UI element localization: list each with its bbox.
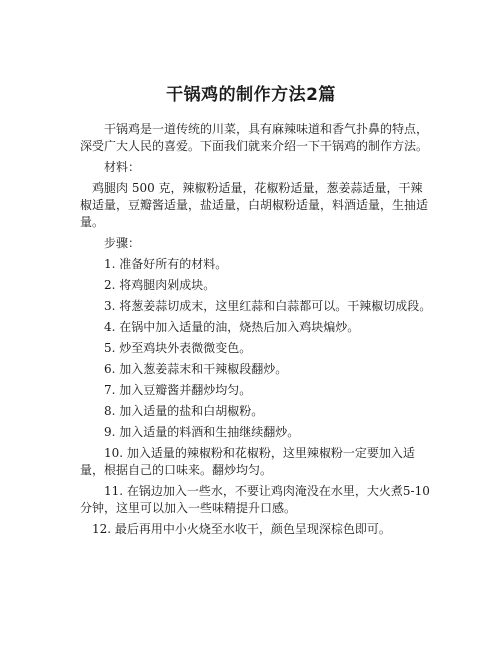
document-title: 干锅鸡的制作方法2篇 [166, 85, 336, 105]
step-item: 1. 准备好所有的材料。 [104, 257, 228, 271]
step-item: 11. 在锅边加入一些水，不要让鸡肉淹没在水里，大火煮5-10分钟，这里可以加入一些味精提升口感。 [80, 484, 430, 515]
step-item: 10. 加入适量的辣椒粉和花椒粉，这里辣椒粉一定要加入适量，根据自己的口味来。翻炒均匀。 [80, 446, 415, 477]
step-item: 7. 加入豆瓣酱并翻炒均匀。 [104, 383, 252, 397]
step-item: 3. 将葱姜蒜切成末，这里红蒜和白蒜都可以。干辣椒切成段。 [104, 299, 432, 313]
steps-heading: 步骤： [104, 236, 141, 250]
step-item: 6. 加入葱姜蒜末和干辣椒段翻炒。 [104, 362, 288, 376]
step-item: 8. 加入适量的盐和白胡椒粉。 [104, 404, 264, 418]
step-item: 12. 最后再用中小火烧至水收干，颜色呈现深棕色即可。 [92, 522, 391, 536]
materials-paragraph: 鸡腿肉 500 克，辣椒粉适量，花椒粉适量，葱姜蒜适量，干辣椒适量，豆瓣酱适量，盐适量，白胡椒粉适量，料酒适量，生抽适量。 [80, 181, 429, 229]
document-body [80, 121, 432, 542]
step-item: 4. 在锅中加入适量的油，烧热后加入鸡块煸炒。 [104, 320, 360, 334]
step-item: 9. 加入适量的料酒和生抽继续翻炒。 [104, 425, 300, 439]
intro-paragraph: 干锅鸡是一道传统的川菜，具有麻辣味道和香气扑鼻的特点，深受广大人民的喜爱。下面我们就来介绍一下干锅鸡的制作方法。 [80, 122, 429, 153]
materials-heading: 材料： [104, 160, 141, 174]
step-item: 5. 炒至鸡块外表微微变色。 [104, 341, 252, 355]
step-item: 2. 将鸡腿肉剁成块。 [104, 278, 216, 292]
